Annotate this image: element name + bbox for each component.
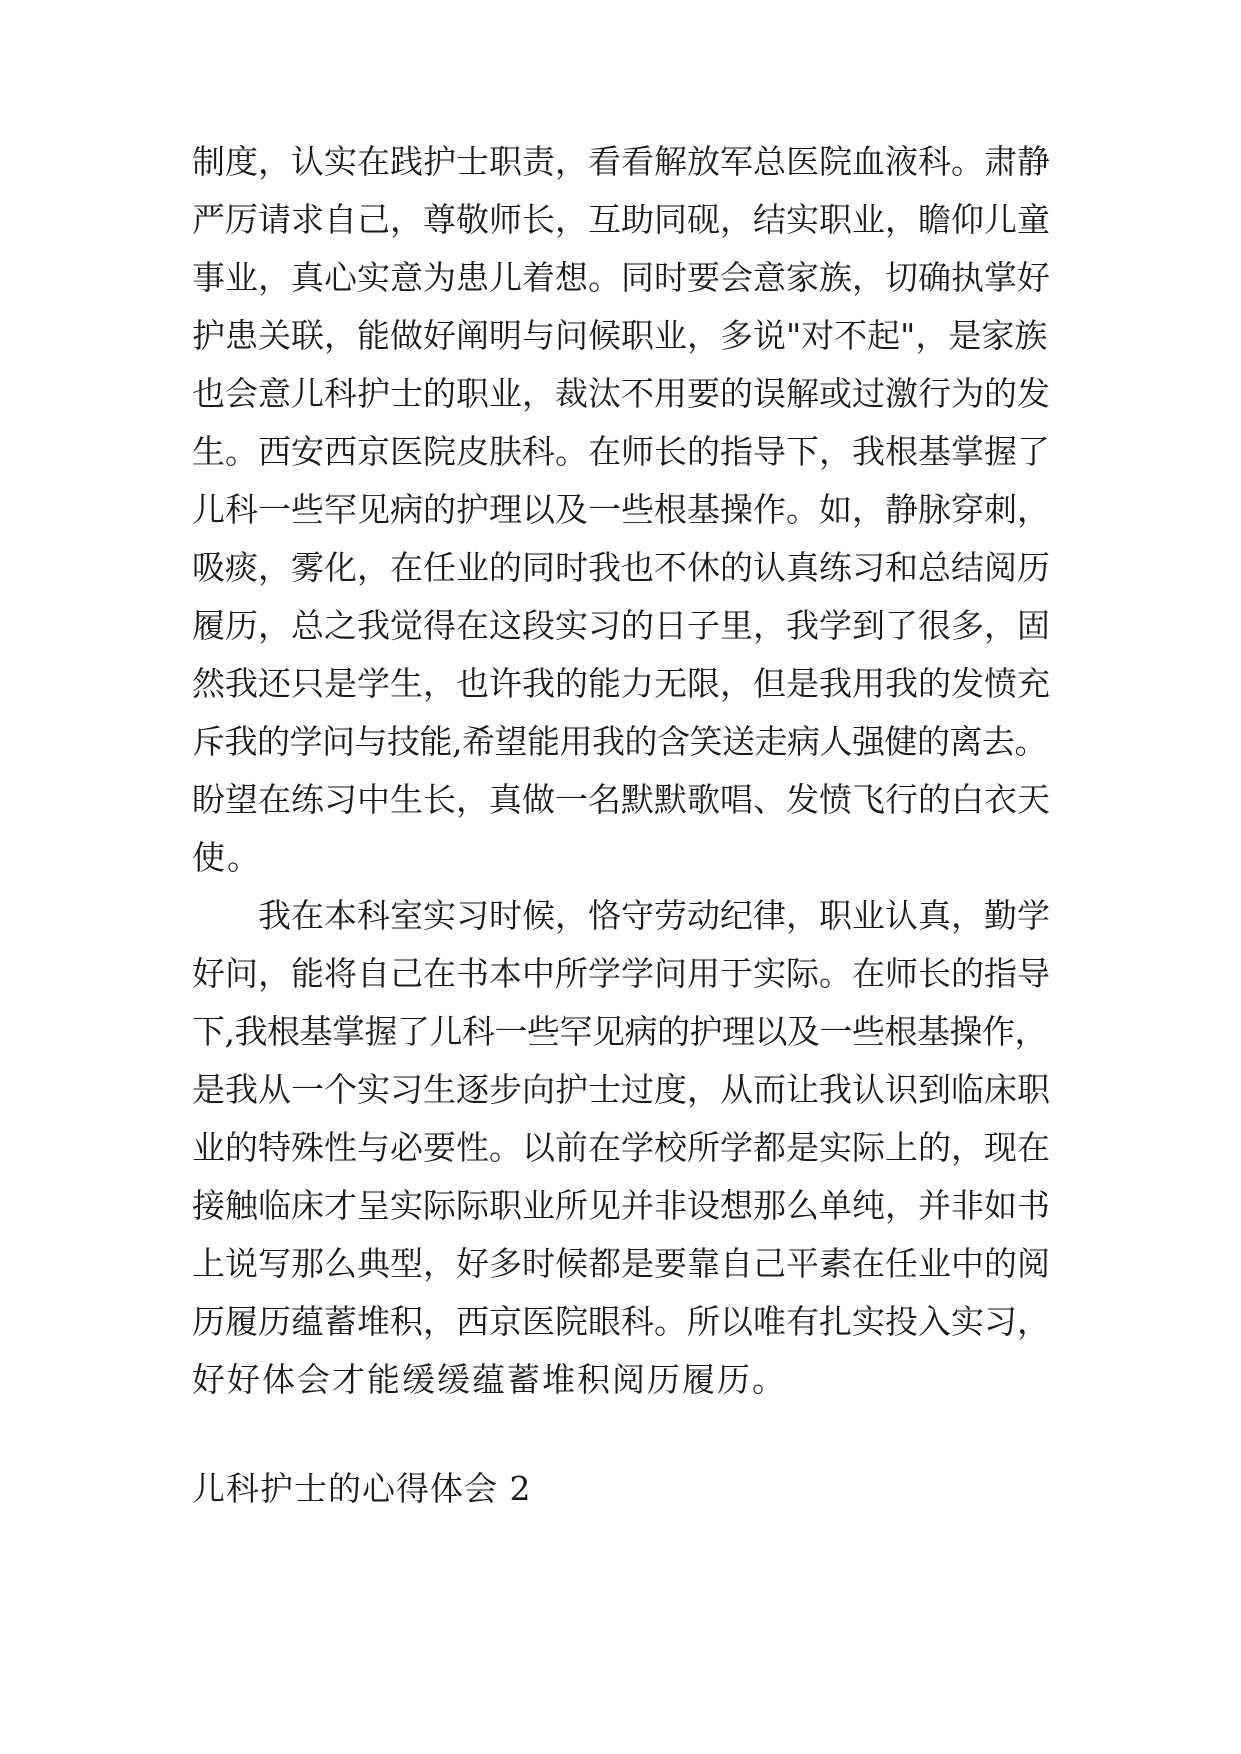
paragraph-line: 儿科一些罕见病的护理以及一些根基操作。如，静脉穿刺， xyxy=(192,490,1050,529)
paragraph-line: 吸痰，雾化，在任业的同时我也不休的认真练习和总结阅历 xyxy=(192,548,1050,587)
paragraph-line: 然我还只是学生，也许我的能力无限，但是我用我的发愤充 xyxy=(192,664,1050,703)
paragraph-line: 履历，总之我觉得在这段实习的日子里，我学到了很多，固 xyxy=(192,606,1050,645)
paragraph-line: 上说写那么典型，好多时候都是要靠自己平素在任业中的阅 xyxy=(192,1244,1050,1283)
paragraph-line: 好好体会才能缓缓蕴蓄堆积阅历履历。 xyxy=(192,1360,787,1399)
paragraph-line: 我在本科室实习时候，恪守劳动纪律，职业认真，勤学 xyxy=(258,896,1050,935)
paragraph-line: 历履历蕴蓄堆积，西京医院眼科。所以唯有扎实投入实习， xyxy=(192,1302,1050,1341)
paragraph-line: 也会意儿科护士的职业，裁汰不用要的误解或过激行为的发 xyxy=(192,374,1050,413)
paragraph-line: 生。西安西京医院皮肤科。在师长的指导下，我根基掌握了 xyxy=(192,432,1050,471)
paragraph-line: 业的特殊性与必要性。以前在学校所学都是实际上的，现在 xyxy=(192,1128,1050,1167)
paragraph-line: 斥我的学问与技能,希望能用我的含笑送走病人强健的离去。 xyxy=(192,722,1047,761)
paragraph-line: 严厉请求自己，尊敬师长，互助同砚，结实职业，瞻仰儿童 xyxy=(192,200,1050,239)
paragraph-line: 是我从一个实习生逐步向护士过度，从而让我认识到临床职 xyxy=(192,1070,1050,1109)
paragraph-line: 事业，真心实意为患儿着想。同时要会意家族，切确执掌好 xyxy=(192,258,1050,297)
paragraph-line: 制度，认实在践护士职责，看看解放军总医院血液科。肃静 xyxy=(192,142,1050,181)
paragraph-line: 盼望在练习中生长，真做一名默默歌唱、发愤飞行的白衣天 xyxy=(192,780,1050,819)
section-heading: 儿科护士的心得体会 2 xyxy=(192,1469,532,1508)
paragraph-line: 下,我根基掌握了儿科一些罕见病的护理以及一些根基操作， xyxy=(192,1012,1047,1051)
paragraph-line: 使。 xyxy=(192,838,262,877)
paragraph-line: 接触临床才呈实际际职业所见并非设想那么单纯，并非如书 xyxy=(192,1186,1050,1225)
paragraph-line: 护患关联，能做好阐明与问候职业，多说"对不起"，是家族 xyxy=(192,316,1048,355)
paragraph-line: 好问，能将自己在书本中所学学问用于实际。在师长的指导 xyxy=(192,954,1050,993)
